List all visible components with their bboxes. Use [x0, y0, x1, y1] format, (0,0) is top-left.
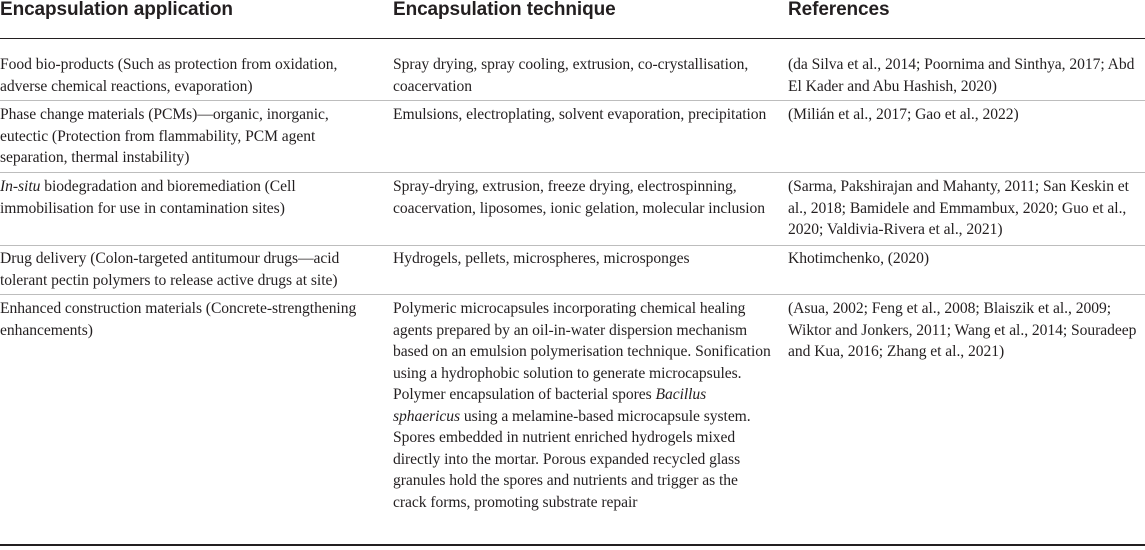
row3-technique: Spray-drying, extrusion, freeze drying, electrospinning, coacervation, liposomes, ionic gelation, molecular inclusion [393, 178, 766, 217]
row4-references: Khotimchenko, (2020) [788, 250, 930, 267]
row5-technique-part2: using a melamine-based microcapsule system. Spores embedded in nutrient enriched hydrogels mixed directly into the mortar. Porous expanded recycled glass granules hold the spores and nutrients and trigger as the crack forms, promoting substrate repair [393, 407, 751, 511]
row1-application: Food bio-products (Such as protection from oxidation, adverse chemical reactions, evaporation) [0, 56, 338, 95]
row5-technique-italic: Bacillus sphaericus [393, 386, 707, 425]
row3-references: (Sarma, Pakshirajan and Mahanty, 2011; San Keskin et al., 2018; Bamidele and Emmambux, 2020; Guo et al., 2020; Valdivia-Rivera et al., 2021) [788, 178, 1129, 238]
row1-technique: Spray drying, spray cooling, extrusion, co-crystallisation, coacervation [393, 56, 749, 95]
row2-application: Phase change materials (PCMs)—organic, inorganic, eutectic (Protection from flammability, PCM agent separation, thermal instability) [0, 106, 329, 166]
row-divider [0, 100, 1145, 101]
row5-technique [393, 298, 773, 513]
row-divider [0, 294, 1145, 295]
row4-technique: Hydrogels, pellets, microspheres, microsponges [393, 250, 690, 267]
row2-references: (Milián et al., 2017; Gao et al., 2022) [788, 106, 1019, 123]
bottom-rule [0, 544, 1145, 546]
header-rule [0, 38, 1145, 39]
header-technique: Encapsulation technique [393, 0, 616, 20]
row3-application-rest: biodegradation and bioremediation (Cell immobilisation for use in contamination sites) [0, 178, 296, 217]
row5-references: (Asua, 2002; Feng et al., 2008; Blaiszik et al., 2009; Wiktor and Jonkers, 2011; Wang et al., 2014; Souradeep and Kua, 2016; Zhang et al., 2021) [788, 300, 1137, 360]
row5-application: Enhanced construction materials (Concrete-strengthening enhancements) [0, 300, 357, 339]
header-application: Encapsulation application [0, 0, 233, 20]
header-references: References [788, 0, 890, 20]
row3-application-italic: In-situ [0, 178, 41, 195]
row4-application: Drug delivery (Colon-targeted antitumour drugs—acid tolerant pectin polymers to release active drugs at site) [0, 250, 340, 289]
row-divider [0, 245, 1145, 246]
row3-application [0, 176, 362, 219]
row1-references: (da Silva et al., 2014; Poornima and Sinthya, 2017; Abd El Kader and Abu Hashish, 2020) [788, 56, 1135, 95]
row5-technique-part1: Polymeric microcapsules incorporating chemical healing agents prepared by an oil-in-water dispersion mechanism based on an emulsion polymerisation technique. Sonification using a hydrophobic solution to generate microcapsules. Polymer encapsulation of bacterial spores [393, 300, 771, 403]
row2-technique: Emulsions, electroplating, solvent evaporation, precipitation [393, 106, 767, 123]
row-divider [0, 172, 1145, 173]
